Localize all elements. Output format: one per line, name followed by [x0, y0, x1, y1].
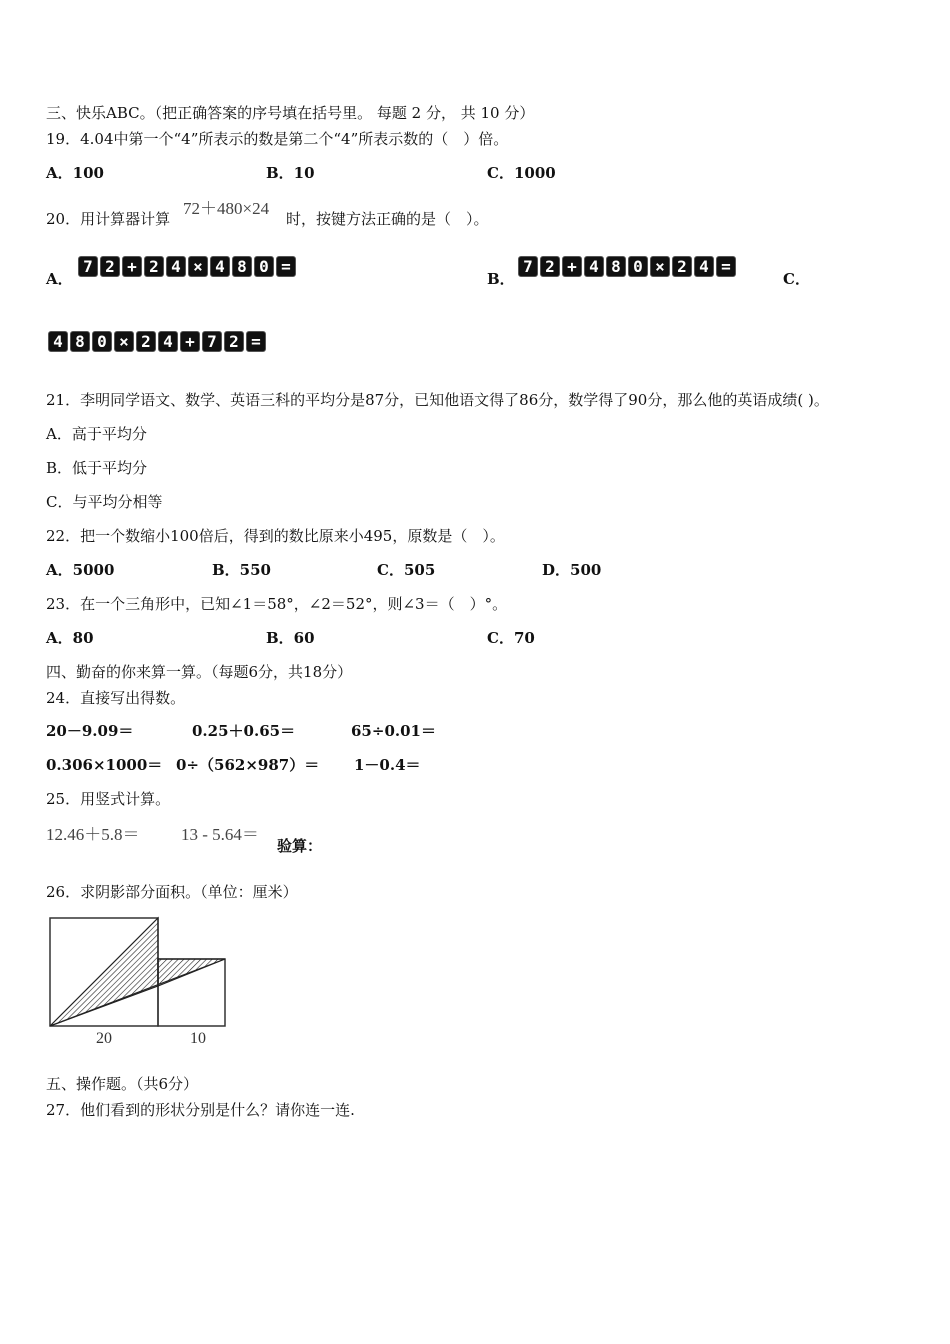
q24-stem: 24．直接写出得数。 [46, 689, 186, 707]
q24-calc: 0÷（562×987）＝ [176, 756, 320, 774]
label-20: 20 [96, 1030, 112, 1047]
q26-stem: 26．求阴影部分面积。（单位：厘米） [46, 883, 298, 901]
q22-option-d: D．500 [542, 561, 602, 579]
q25-expr-1: 12.46＋5.8＝ [46, 825, 140, 844]
calculator-key: 0 [92, 331, 112, 352]
q19-option-b: B．10 [266, 164, 315, 182]
calculator-key: 4 [694, 256, 714, 277]
q26-figure [44, 912, 234, 1047]
calculator-key: + [180, 331, 200, 352]
calculator-key: 4 [48, 331, 68, 352]
q20-stem-pre: 20．用计算器计算 [46, 210, 171, 228]
section4-header: 四、勤奋的你来算一算。（每题6分，共18分） [46, 663, 353, 681]
q20-keys-a [78, 256, 296, 277]
calculator-key: 4 [210, 256, 230, 277]
calculator-key: 7 [78, 256, 98, 277]
q22-option-c: C．505 [377, 561, 436, 579]
q23-stem: 23．在一个三角形中，已知∠1＝58°，∠2＝52°，则∠3＝（ ）°。 [46, 595, 508, 613]
q20-label-b: B． [487, 270, 515, 288]
calculator-key: = [716, 256, 736, 277]
section5-header: 五、操作题。（共6分） [46, 1075, 199, 1093]
q22-option-a: A．5000 [46, 561, 115, 579]
q25-expr-2: 13 - 5.64＝ [181, 825, 259, 844]
calculator-key: 7 [518, 256, 538, 277]
calculator-key: 2 [224, 331, 244, 352]
q20-keys-c [48, 331, 266, 352]
q21-option-b: B．低于平均分 [46, 459, 148, 477]
q24-calc: 65÷0.01＝ [351, 722, 436, 740]
q20-keys-b [518, 256, 736, 277]
calculator-key: × [188, 256, 208, 277]
q24-calc: 20－9.09＝ [46, 722, 134, 740]
calculator-key: + [562, 256, 582, 277]
section3-header: 三、快乐ABC。（把正确答案的序号填在括号里。 每题 2 分， 共 10 分） [46, 104, 535, 122]
calculator-key: × [650, 256, 670, 277]
calculator-key: 2 [136, 331, 156, 352]
calculator-key: 0 [254, 256, 274, 277]
q22-option-b: B．550 [212, 561, 271, 579]
q25-check-label: 验算： [277, 837, 323, 855]
q20-stem-post: 时，按键方法正确的是（ ）。 [286, 210, 489, 228]
calculator-key: 2 [540, 256, 560, 277]
q21-option-c: C．与平均分相等 [46, 493, 163, 511]
q21-option-a: A．高于平均分 [46, 425, 147, 443]
q27-stem: 27．他们看到的形状分别是什么？请你连一连. [46, 1101, 355, 1119]
q19-stem: 19．4.04中第一个“4”所表示的数是第二个“4”所表示数的（ ）倍。 [46, 130, 509, 148]
calculator-key: 2 [144, 256, 164, 277]
shaded-triangle-1 [50, 918, 158, 1026]
calculator-key: 8 [70, 331, 90, 352]
calculator-key: 0 [628, 256, 648, 277]
calculator-key: + [122, 256, 142, 277]
q22-stem: 22．把一个数缩小100倍后，得到的数比原来小495，原数是（ ）。 [46, 527, 505, 545]
q25-stem: 25．用竖式计算。 [46, 790, 171, 808]
q20-formula: 72＋480×24 [183, 199, 270, 218]
calculator-key: 2 [672, 256, 692, 277]
q19-option-c: C．1000 [487, 164, 556, 182]
q21-stem: 21．李明同学语文、数学、英语三科的平均分是87分，已知他语文得了86分，数学得了90分，那么他的英语成绩( )。 [46, 391, 829, 409]
calculator-key: 4 [584, 256, 604, 277]
q24-calc: 0.25＋0.65＝ [192, 722, 296, 740]
q20-label-a: A． [46, 270, 73, 288]
q24-calc: 1－0.4＝ [354, 756, 421, 774]
calculator-key: 2 [100, 256, 120, 277]
q24-calc: 0.306×1000＝ [46, 756, 163, 774]
calculator-key: 4 [166, 256, 186, 277]
calculator-key: 8 [606, 256, 626, 277]
calculator-key: 7 [202, 331, 222, 352]
calculator-key: 8 [232, 256, 252, 277]
q20-label-c: C． [783, 270, 810, 288]
q23-option-a: A．80 [46, 629, 94, 647]
label-10: 10 [190, 1030, 206, 1047]
calculator-key: × [114, 331, 134, 352]
calculator-key: = [246, 331, 266, 352]
calculator-key: = [276, 256, 296, 277]
calculator-key: 4 [158, 331, 178, 352]
q19-option-a: A．100 [46, 164, 104, 182]
q23-option-c: C．70 [487, 629, 535, 647]
q23-option-b: B．60 [266, 629, 315, 647]
